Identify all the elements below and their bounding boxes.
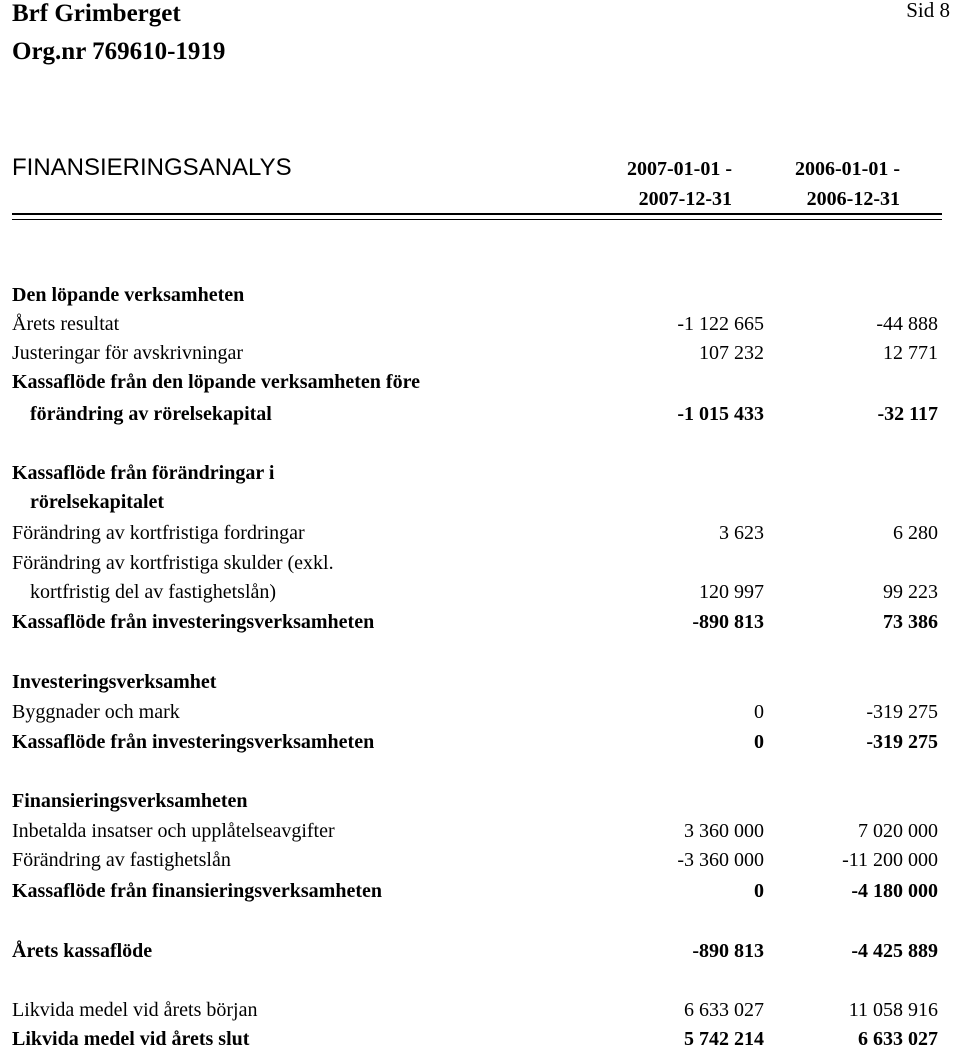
period-2006-end: 2006-12-31 [806, 188, 900, 210]
header-rule-thin [12, 219, 942, 220]
row-label: förändring av rörelsekapital [30, 403, 272, 425]
value-2007: 0 [754, 880, 764, 902]
value-2007: 6 633 027 [684, 999, 764, 1021]
period-2007-start: 2007-01-01 - [627, 158, 732, 180]
value-2006: 99 223 [883, 581, 938, 603]
row-label: Inbetalda insatser och upplåtelseavgifter [12, 820, 335, 842]
page-number: Sid 8 [906, 0, 950, 22]
row-label: Investeringsverksamhet [12, 671, 217, 693]
row-label: Kassaflöde från investeringsverksamheten [12, 731, 375, 753]
value-2006: -319 275 [866, 701, 938, 723]
table-row [0, 548, 960, 578]
row-label: Likvida medel vid årets slut [12, 1028, 250, 1050]
value-2007: 0 [754, 701, 764, 723]
table-row [0, 367, 960, 397]
value-2006: 6 280 [893, 522, 938, 544]
row-label: rörelsekapitalet [30, 491, 165, 513]
value-2007: 3 360 000 [684, 820, 764, 842]
value-2007: -1 015 433 [677, 403, 764, 425]
row-label: Förändring av kortfristiga skulder (exkl. [12, 552, 334, 574]
row-label: Förändring av kortfristiga fordringar [12, 522, 305, 544]
table-row [0, 338, 960, 368]
table-row [0, 876, 960, 906]
organization-number: Org.nr 769610-1919 [12, 38, 226, 65]
table-row [0, 667, 960, 697]
row-label: Den löpande verksamheten [12, 284, 245, 306]
value-2006: -32 117 [877, 403, 938, 425]
row-label: Likvida medel vid årets början [12, 999, 258, 1021]
document-title: FINANSIERINGSANALYS [12, 154, 292, 181]
value-2006: -11 200 000 [842, 849, 938, 871]
value-2006: -4 425 889 [851, 940, 938, 962]
table-row [0, 399, 960, 429]
value-2006: -44 888 [876, 313, 938, 335]
header-rule-thick [12, 213, 942, 215]
value-2006: -4 180 000 [851, 880, 938, 902]
row-label: Kassaflöde från förändringar i [12, 462, 275, 484]
table-row [0, 607, 960, 637]
table-row [0, 816, 960, 846]
value-2007: 120 997 [699, 581, 764, 603]
value-2007: -3 360 000 [677, 849, 764, 871]
value-2007: 3 623 [719, 522, 764, 544]
value-2007: 107 232 [699, 342, 764, 364]
table-row [0, 786, 960, 816]
value-2007: -890 813 [692, 940, 764, 962]
row-label: Kassaflöde från investeringsverksamheten [12, 611, 375, 633]
row-label: Årets kassaflöde [12, 940, 153, 962]
row-label: Förändring av fastighetslån [12, 849, 231, 871]
row-label: Kassaflöde från den löpande verksamheten före [12, 371, 420, 393]
table-row [0, 280, 960, 310]
row-label: Kassaflöde från finansieringsverksamheten [12, 880, 382, 902]
value-2007: 5 742 214 [684, 1028, 764, 1050]
table-row [0, 727, 960, 757]
organization-name: Brf Grimberget [12, 0, 181, 27]
table-row [0, 487, 960, 517]
period-2006-start: 2006-01-01 - [795, 158, 900, 180]
table-row [0, 518, 960, 548]
value-2007: 0 [754, 731, 764, 753]
table-row [0, 309, 960, 339]
row-label: Byggnader och mark [12, 701, 180, 723]
value-2006: 11 058 916 [848, 999, 938, 1021]
table-row [0, 697, 960, 727]
value-2006: 6 633 027 [858, 1028, 938, 1050]
value-2006: -319 275 [866, 731, 938, 753]
row-label: kortfristig del av fastighetslån) [30, 581, 277, 603]
value-2007: -890 813 [692, 611, 764, 633]
table-row [0, 577, 960, 607]
row-label: Justeringar för avskrivningar [12, 342, 244, 364]
table-row [0, 995, 960, 1025]
table-row [0, 458, 960, 488]
table-row [0, 1024, 960, 1054]
value-2006: 12 771 [883, 342, 938, 364]
value-2006: 73 386 [883, 611, 938, 633]
value-2006: 7 020 000 [858, 820, 938, 842]
row-label: Finansieringsverksamheten [12, 790, 248, 812]
table-row [0, 845, 960, 875]
row-label: Årets resultat [12, 313, 120, 335]
period-2007-end: 2007-12-31 [638, 188, 732, 210]
table-row [0, 936, 960, 966]
value-2007: -1 122 665 [677, 313, 764, 335]
